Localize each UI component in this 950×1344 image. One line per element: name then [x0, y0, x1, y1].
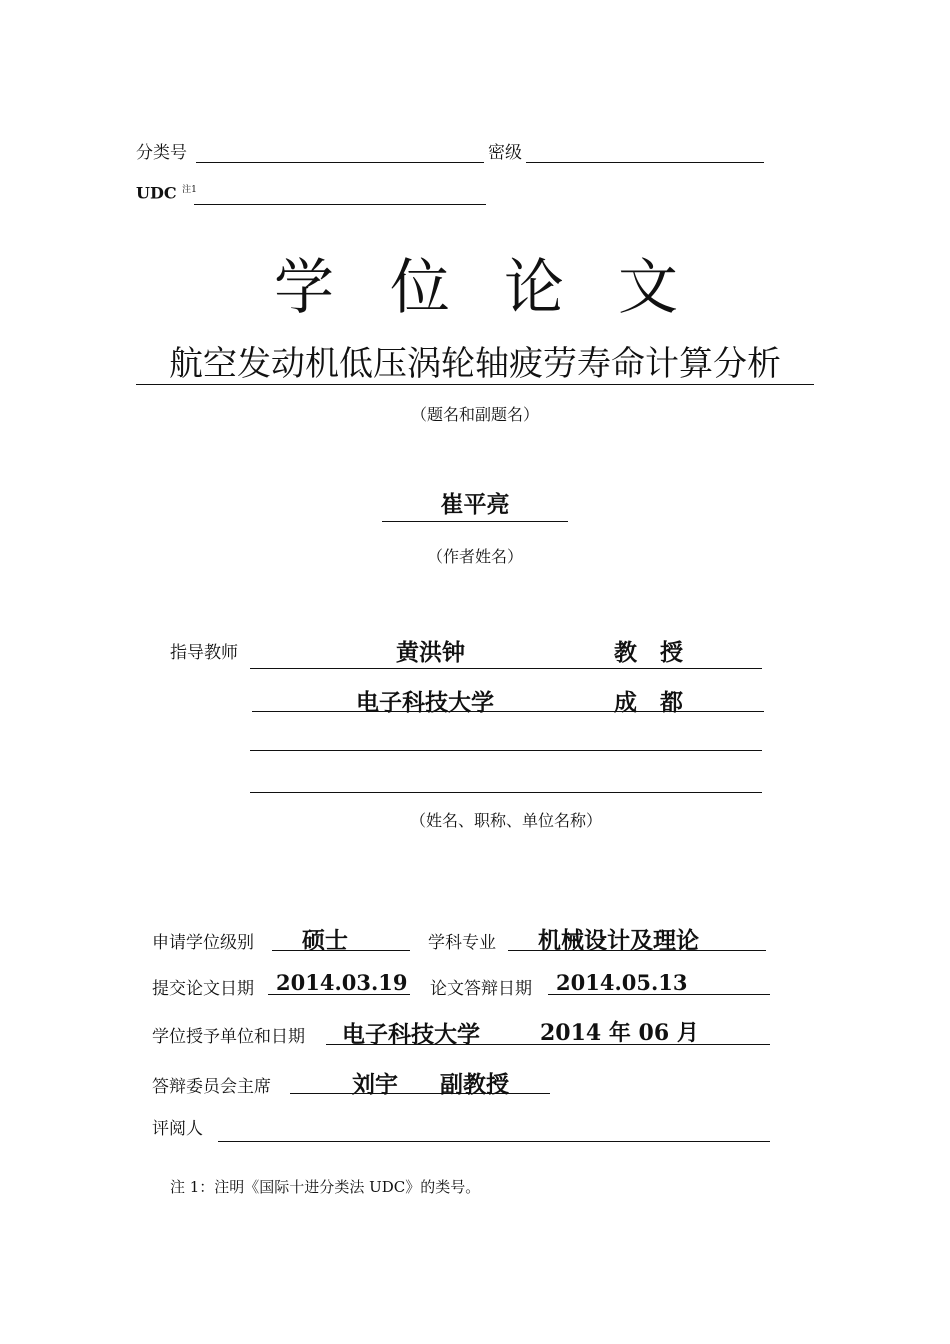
- major-line: [508, 950, 766, 951]
- degree-level-value: 硕士: [302, 928, 348, 954]
- reviewer-line: [218, 1141, 770, 1142]
- doc-type-char-4: 文: [618, 253, 678, 323]
- major-value: 机械设计及理论: [538, 928, 699, 954]
- author-name: 崔平亮: [440, 492, 510, 518]
- chair-label: 答辩委员会主席: [152, 1077, 271, 1097]
- footnote: 注 1：注明《国际十进分类法 UDC》的类号。: [170, 1178, 481, 1196]
- doc-type-char-3: 论: [504, 253, 564, 323]
- advisor-city: 成 都: [614, 690, 683, 716]
- title-line: [136, 384, 814, 385]
- author-hint: （作者姓名）: [426, 547, 523, 566]
- submit-date-value: 2014.03.19: [276, 970, 408, 995]
- chair-line: [290, 1093, 550, 1094]
- advisor-rank: 教 授: [614, 640, 683, 666]
- degree-level-label: 申请学位级别: [152, 933, 254, 953]
- submit-date-line: [268, 994, 410, 995]
- reviewer-label: 评阅人: [152, 1119, 203, 1139]
- class-number-line: [196, 162, 484, 163]
- advisor-line-3: [250, 750, 762, 751]
- advisor-name: 黄洪钟: [396, 640, 465, 666]
- major-label: 学科专业: [428, 933, 496, 953]
- grant-unit: 电子科技大学: [342, 1022, 480, 1048]
- secret-level-line: [526, 162, 764, 163]
- author-line: [382, 521, 568, 522]
- chair-name: 刘宇: [352, 1072, 398, 1098]
- doc-type-char-1: 学: [274, 253, 334, 323]
- class-number-label: 分类号: [136, 143, 187, 163]
- doc-type-char-2: 位: [390, 253, 450, 323]
- grant-date: 2014 年 06 月: [540, 1020, 699, 1046]
- degree-level-line: [272, 950, 410, 951]
- defense-date-value: 2014.05.13: [556, 970, 688, 995]
- advisor-line-2: [252, 711, 764, 712]
- udc-note: 注1: [182, 185, 197, 195]
- grant-label: 学位授予单位和日期: [152, 1027, 305, 1047]
- secret-level-label: 密级: [488, 143, 522, 163]
- advisor-label: 指导教师: [170, 643, 238, 663]
- advisor-unit: 电子科技大学: [356, 690, 494, 716]
- doc-type-heading: [250, 240, 700, 323]
- submit-date-label: 提交论文日期: [152, 979, 254, 999]
- advisor-line-1: [250, 668, 762, 669]
- thesis-title: 航空发动机低压涡轮轴疲劳寿命计算分析: [169, 344, 781, 384]
- udc-text: UDC: [136, 183, 177, 203]
- title-hint: （题名和副题名）: [410, 405, 539, 424]
- advisor-hint: （姓名、职称、单位名称）: [409, 811, 602, 830]
- chair-rank: 副教授: [440, 1072, 509, 1098]
- grant-line: [326, 1044, 770, 1045]
- defense-date-label: 论文答辩日期: [430, 979, 532, 999]
- udc-line: [194, 204, 486, 205]
- udc-label: [136, 182, 197, 202]
- defense-date-line: [548, 994, 770, 995]
- advisor-line-4: [250, 792, 762, 793]
